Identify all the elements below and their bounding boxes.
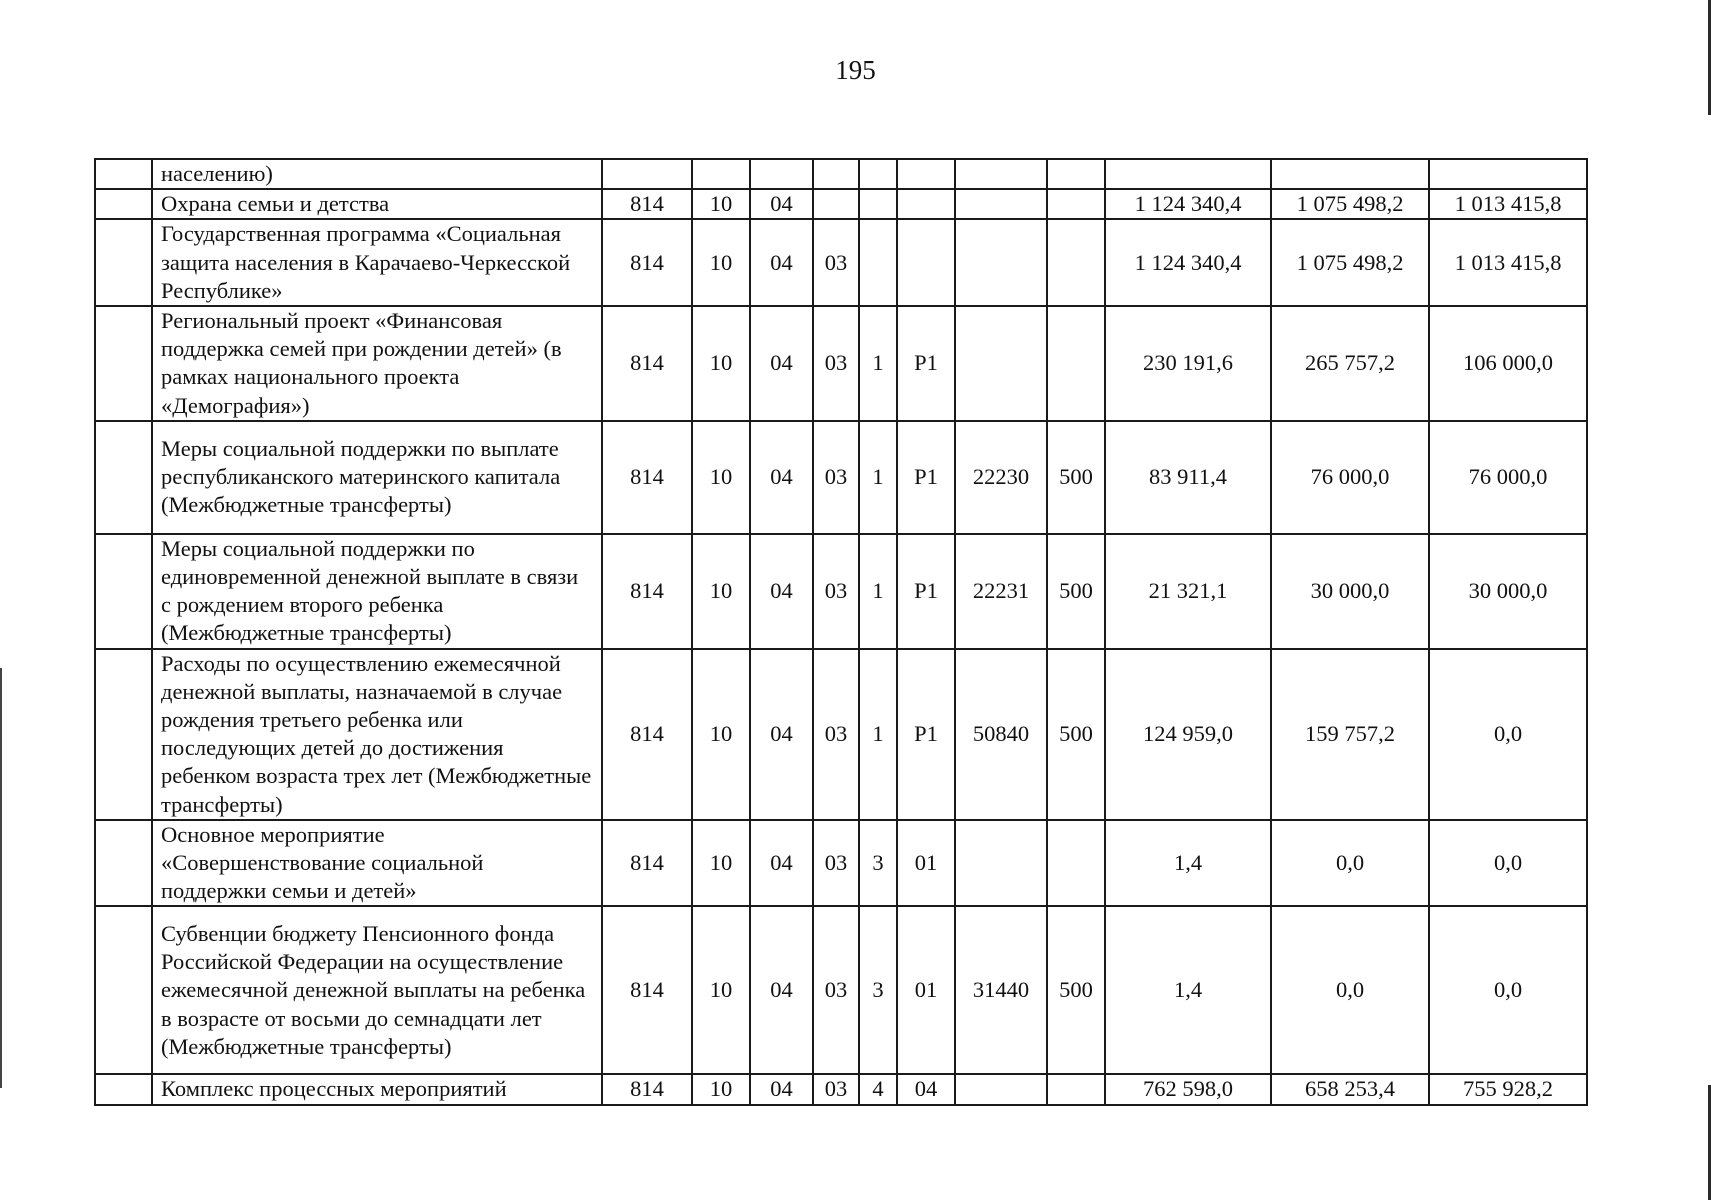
row-cell: 76 000,0 xyxy=(1429,421,1587,534)
row-cell: P1 xyxy=(897,534,955,649)
row-cell xyxy=(813,189,859,219)
row-marker-cell xyxy=(95,159,152,189)
row-cell: 4 xyxy=(859,1074,897,1104)
row-name: Основное мероприятие «Совершенствование социальной поддержки семьи и детей» xyxy=(152,820,602,907)
row-cell: 814 xyxy=(602,189,692,219)
table-row xyxy=(95,421,1587,534)
budget-table xyxy=(94,158,1588,1106)
row-cell: 1 013 415,8 xyxy=(1429,189,1587,219)
row-cell xyxy=(955,820,1047,907)
row-cell: 03 xyxy=(813,534,859,649)
budget-table-wrap xyxy=(94,158,1588,1106)
row-name: Государственная программа «Социальная защита населения в Карачаево-Черкесской Республике» xyxy=(152,219,602,306)
row-cell xyxy=(1271,159,1429,189)
row-cell: 01 xyxy=(897,820,955,907)
table-row xyxy=(95,820,1587,907)
row-cell: 0,0 xyxy=(1429,649,1587,820)
row-cell: 0,0 xyxy=(1429,906,1587,1074)
row-cell xyxy=(955,306,1047,421)
row-cell xyxy=(1047,820,1105,907)
row-name: Субвенции бюджету Пенсионного фонда Российской Федерации на осуществление ежемесячной денежной выплаты на ребенка в возрасте от восьми до семнадцати лет (Межбюджетные трансферты) xyxy=(152,906,602,1074)
row-cell: 500 xyxy=(1047,534,1105,649)
row-cell xyxy=(897,189,955,219)
row-cell xyxy=(692,159,750,189)
row-cell: 3 xyxy=(859,820,897,907)
row-cell: 04 xyxy=(750,1074,813,1104)
row-cell: 10 xyxy=(692,820,750,907)
row-cell: 31440 xyxy=(955,906,1047,1074)
row-cell: 10 xyxy=(692,219,750,306)
table-row xyxy=(95,534,1587,649)
row-cell: 10 xyxy=(692,421,750,534)
row-cell xyxy=(859,159,897,189)
row-cell xyxy=(1047,159,1105,189)
row-cell: P1 xyxy=(897,421,955,534)
row-marker-cell xyxy=(95,820,152,907)
row-cell: 106 000,0 xyxy=(1429,306,1587,421)
row-cell: P1 xyxy=(897,306,955,421)
row-cell xyxy=(750,159,813,189)
row-cell: 30 000,0 xyxy=(1271,534,1429,649)
row-cell: 814 xyxy=(602,306,692,421)
row-cell xyxy=(1047,1074,1105,1104)
row-cell: 0,0 xyxy=(1271,820,1429,907)
table-row xyxy=(95,219,1587,306)
row-cell: 1 124 340,4 xyxy=(1105,189,1271,219)
row-cell: 04 xyxy=(750,306,813,421)
table-row xyxy=(95,159,1587,189)
row-cell: 10 xyxy=(692,649,750,820)
row-cell xyxy=(897,219,955,306)
row-name: населению) xyxy=(152,159,602,189)
page-number: 195 xyxy=(835,55,876,85)
table-row xyxy=(95,189,1587,219)
row-cell: 30 000,0 xyxy=(1429,534,1587,649)
row-cell: 500 xyxy=(1047,421,1105,534)
row-marker-cell xyxy=(95,906,152,1074)
row-name: Охрана семьи и детства xyxy=(152,189,602,219)
row-cell xyxy=(897,159,955,189)
row-cell: 04 xyxy=(750,219,813,306)
row-cell: 04 xyxy=(750,189,813,219)
table-row xyxy=(95,1074,1587,1104)
row-marker-cell xyxy=(95,219,152,306)
row-cell: 3 xyxy=(859,906,897,1074)
row-marker-cell xyxy=(95,649,152,820)
row-cell: P1 xyxy=(897,649,955,820)
row-cell: 814 xyxy=(602,219,692,306)
row-cell: 01 xyxy=(897,906,955,1074)
row-cell xyxy=(1047,219,1105,306)
row-cell: 1,4 xyxy=(1105,820,1271,907)
row-marker-cell xyxy=(95,189,152,219)
row-cell: 1 xyxy=(859,306,897,421)
row-cell: 814 xyxy=(602,649,692,820)
row-cell: 03 xyxy=(813,1074,859,1104)
row-cell xyxy=(1047,189,1105,219)
row-cell: 265 757,2 xyxy=(1271,306,1429,421)
row-cell: 230 191,6 xyxy=(1105,306,1271,421)
row-cell: 755 928,2 xyxy=(1429,1074,1587,1104)
row-cell: 10 xyxy=(692,189,750,219)
row-cell: 658 253,4 xyxy=(1271,1074,1429,1104)
row-cell: 10 xyxy=(692,534,750,649)
row-cell: 814 xyxy=(602,1074,692,1104)
row-cell: 814 xyxy=(602,820,692,907)
row-cell: 22230 xyxy=(955,421,1047,534)
row-cell xyxy=(1047,306,1105,421)
row-cell: 814 xyxy=(602,534,692,649)
row-cell: 04 xyxy=(750,534,813,649)
row-cell xyxy=(859,219,897,306)
row-cell: 21 321,1 xyxy=(1105,534,1271,649)
scan-edge-left xyxy=(0,668,2,1088)
row-name: Региональный проект «Финансовая поддержка семей при рождении детей» (в рамках национального проекта «Демография») xyxy=(152,306,602,421)
row-cell xyxy=(955,189,1047,219)
row-cell: 50840 xyxy=(955,649,1047,820)
row-marker-cell xyxy=(95,1074,152,1104)
row-cell: 03 xyxy=(813,306,859,421)
row-name: Меры социальной поддержки по единовременной денежной выплате в связи с рождением второго ребенка (Межбюджетные трансферты) xyxy=(152,534,602,649)
row-cell: 1 075 498,2 xyxy=(1271,189,1429,219)
row-cell xyxy=(955,159,1047,189)
row-cell: 03 xyxy=(813,219,859,306)
table-row xyxy=(95,906,1587,1074)
row-cell: 04 xyxy=(750,421,813,534)
row-cell: 1 xyxy=(859,534,897,649)
row-cell: 83 911,4 xyxy=(1105,421,1271,534)
row-cell xyxy=(955,1074,1047,1104)
row-cell: 04 xyxy=(897,1074,955,1104)
row-cell: 04 xyxy=(750,649,813,820)
row-cell: 0,0 xyxy=(1271,906,1429,1074)
row-cell: 159 757,2 xyxy=(1271,649,1429,820)
row-cell: 22231 xyxy=(955,534,1047,649)
row-cell: 10 xyxy=(692,306,750,421)
row-cell: 0,0 xyxy=(1429,820,1587,907)
row-marker-cell xyxy=(95,421,152,534)
table-row xyxy=(95,306,1587,421)
row-marker-cell xyxy=(95,534,152,649)
row-cell: 1 075 498,2 xyxy=(1271,219,1429,306)
row-cell xyxy=(955,219,1047,306)
table-row xyxy=(95,649,1587,820)
row-cell: 03 xyxy=(813,421,859,534)
row-cell: 814 xyxy=(602,906,692,1074)
row-cell: 03 xyxy=(813,820,859,907)
row-cell xyxy=(859,189,897,219)
row-cell: 500 xyxy=(1047,649,1105,820)
row-cell: 500 xyxy=(1047,906,1105,1074)
row-cell: 1 124 340,4 xyxy=(1105,219,1271,306)
row-cell: 1 xyxy=(859,421,897,534)
row-cell: 03 xyxy=(813,649,859,820)
row-cell: 03 xyxy=(813,906,859,1074)
row-cell: 10 xyxy=(692,906,750,1074)
row-cell: 762 598,0 xyxy=(1105,1074,1271,1104)
row-cell: 1 xyxy=(859,649,897,820)
row-cell: 814 xyxy=(602,421,692,534)
row-cell: 1 013 415,8 xyxy=(1429,219,1587,306)
row-cell xyxy=(1105,159,1271,189)
row-name: Комплекс процессных мероприятий xyxy=(152,1074,602,1104)
row-cell xyxy=(1429,159,1587,189)
row-cell: 10 xyxy=(692,1074,750,1104)
row-name: Расходы по осуществлению ежемесячной денежной выплаты, назначаемой в случае рождения третьего ребенка или последующих детей до достижения ребенком возраста трех лет (Межбюджетные трансферты) xyxy=(152,649,602,820)
table-body xyxy=(95,159,1587,1105)
row-cell: 124 959,0 xyxy=(1105,649,1271,820)
row-cell: 76 000,0 xyxy=(1271,421,1429,534)
row-cell: 04 xyxy=(750,820,813,907)
row-name: Меры социальной поддержки по выплате республиканского материнского капитала (Межбюджетные трансферты) xyxy=(152,421,602,534)
row-cell: 1,4 xyxy=(1105,906,1271,1074)
row-cell xyxy=(602,159,692,189)
row-cell xyxy=(813,159,859,189)
row-cell: 04 xyxy=(750,906,813,1074)
row-marker-cell xyxy=(95,306,152,421)
